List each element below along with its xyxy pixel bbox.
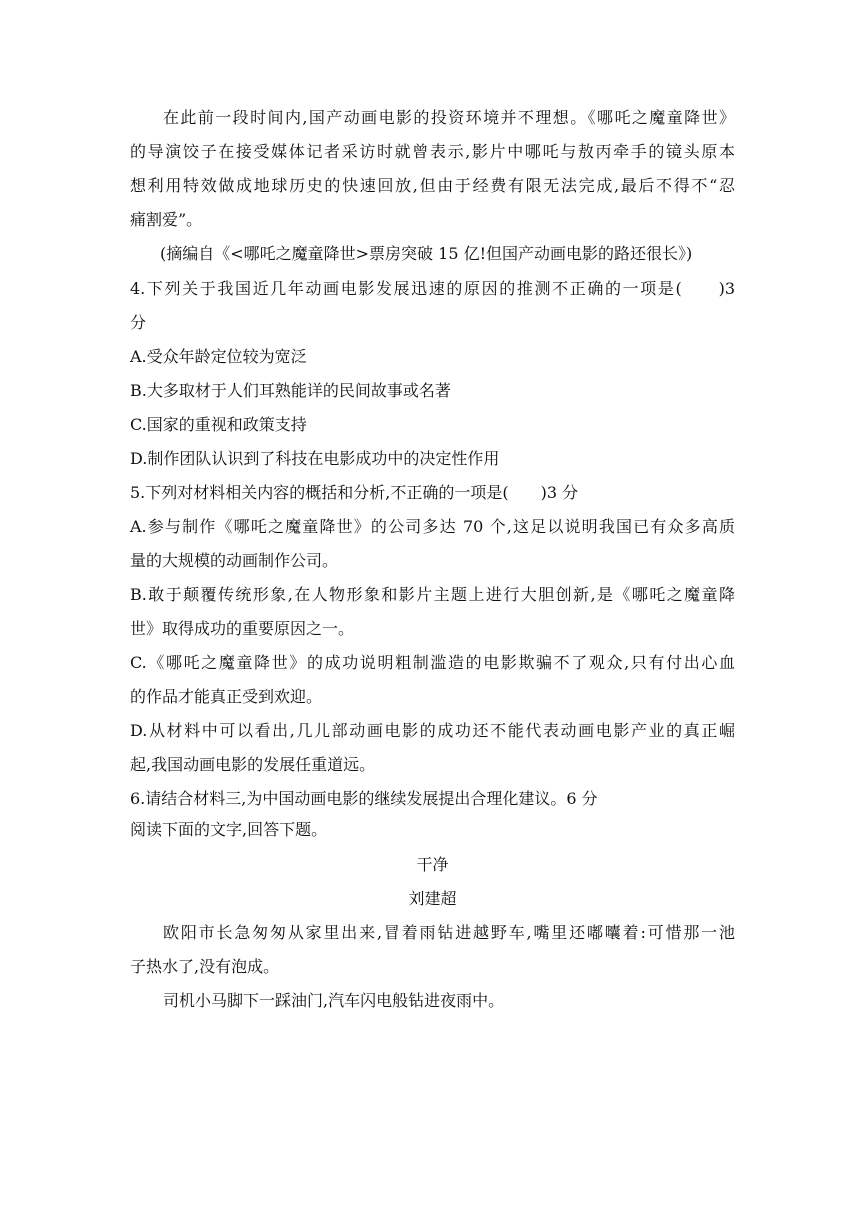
question-5-option-b: 世》取得成功的重要原因之一。 (130, 619, 355, 638)
question-5-option-c: C.《哪吒之魔童降世》的成功说明粗制滥造的电影欺骗不了观众,只有付出心血 (130, 653, 735, 672)
story-paragraph-line: 子热水了,没有泡成。 (130, 957, 280, 976)
story-title: 干净 (416, 855, 449, 874)
question-5-option-b: B.敢于颠覆传统形象,在人物形象和影片主题上进行大胆创新,是《哪吒之魔童降 (130, 585, 735, 604)
reading-instruction: 阅读下面的文字,回答下题。 (130, 820, 328, 839)
passage-source: (摘编自《<哪吒之魔童降世>票房突破 15 亿!但国产动画电影的路还很长》) (160, 244, 693, 263)
passage-line: 的导演饺子在接受媒体记者采访时就曾表示,影片中哪吒与敖丙牵手的镜头原本 (130, 142, 735, 161)
story-paragraph-line: 司机小马脚下一踩油门,汽车闪电般钻进夜雨中。 (163, 991, 505, 1010)
story-author: 刘建超 (408, 889, 457, 908)
question-5-option-c: 的作品才能真正受到欢迎。 (130, 687, 323, 706)
question-5-option-d: D.从材料中可以看出,几儿部动画电影的成功还不能代表动画电影产业的真正崛 (130, 721, 735, 740)
question-4-stem: 分 (130, 313, 147, 332)
passage-line: 在此前一段时间内,国产动画电影的投资环境并不理想。《哪吒之魔童降世》 (163, 108, 735, 127)
question-4-option-a: A.受众年龄定位较为宽泛 (130, 347, 307, 366)
question-4-stem: 4.下列关于我国近几年动画电影发展迅速的原因的推测不正确的一项是( )3 (130, 279, 735, 298)
passage-line: 想利用特效做成地球历史的快速回放,但由于经费有限无法完成,最后不得不“忍 (130, 176, 735, 195)
question-6-stem: 6.请结合材料三,为中国动画电影的继续发展提出合理化建议。6 分 (130, 789, 598, 808)
passage-line: 痛割爱”。 (130, 210, 203, 229)
question-5-option-a: 量的大规模的动画制作公司。 (130, 551, 339, 570)
story-paragraph-line: 欧阳市长急匆匆从家里出来,冒着雨钻进越野车,嘴里还嘟囔着:可惜那一池 (163, 923, 735, 942)
question-4-option-d: D.制作团队认识到了科技在电影成功中的决定性作用 (130, 449, 500, 468)
question-4-option-c: C.国家的重视和政策支持 (130, 415, 307, 434)
question-5-option-a: A.参与制作《哪吒之魔童降世》的公司多达 70 个,这足以说明我国已有众多高质 (130, 517, 735, 536)
question-5-option-d: 起,我国动画电影的发展任重道远。 (130, 755, 376, 774)
question-5-stem: 5.下列对材料相关内容的概括和分析,不正确的一项是( )3 分 (130, 483, 579, 502)
question-4-option-b: B.大多取材于人们耳熟能详的民间故事或名著 (130, 381, 451, 400)
